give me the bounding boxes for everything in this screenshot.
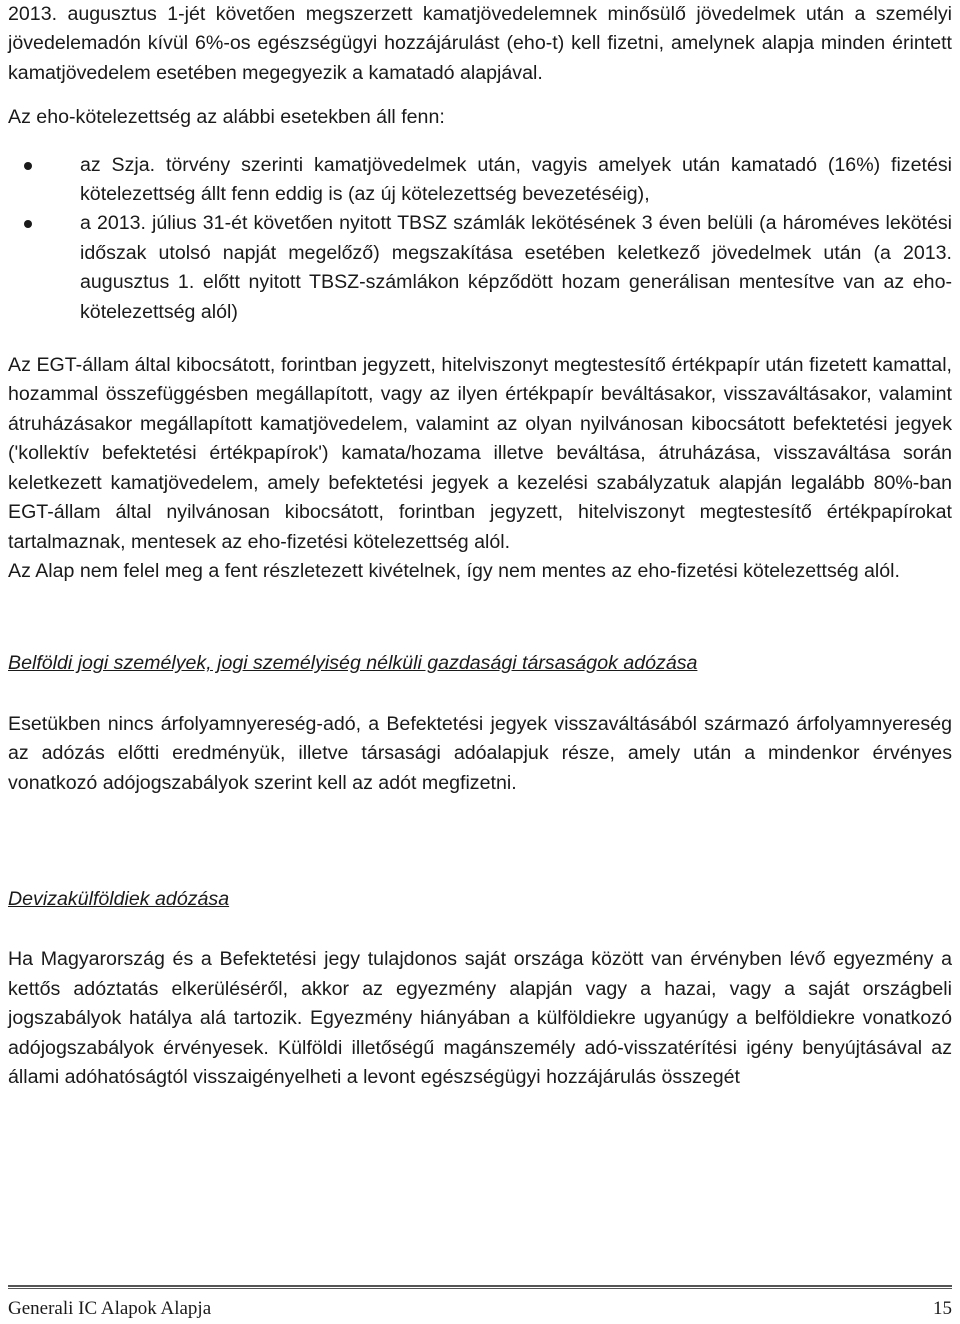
footer-title: Generali IC Alapok Alapja — [8, 1298, 212, 1319]
eho-bullet-list — [8, 151, 952, 327]
section-text-belfoldi: Esetükben nincs árfolyamnyereség-adó, a Befektetési jegyek visszaváltásából származó árfolyamnyereség az adózás előtti eredményük, illetve társasági adóalapjuk része, amely után a mindenkor érvényes vonatkozó adójogszabályok szerint kell az adót megfizetni. — [8, 712, 952, 794]
document-page — [8, 0, 952, 1092]
alap-paragraph: Az Alap nem felel meg a fent részletezett kivételnek, így nem mentes az eho-fizetési kötelezettség alól. — [8, 559, 900, 582]
eho-intro-paragraph: Az eho-kötelezettség az alábbi esetekben áll fenn: — [8, 106, 445, 129]
section-heading-deviza: Devizakülföldiek adózása — [8, 887, 230, 910]
section-heading-belfoldi: Belföldi jogi személyek, jogi személyiség nélküli gazdasági társaságok adózása — [8, 652, 698, 675]
footer-divider — [8, 1285, 952, 1289]
section-text-deviza: Ha Magyarország és a Befektetési jegy tulajdonos saját országa között van érvényben lévő egyezmény a kettős adóztatás elkerüléséről, akkor az egyezmény alapján vagy a hazai, vagy a saját országbeli jogszabályok hatálya alá tartozik. Egyezmény hiányában a külföldiekre ugyanúgy a belföldiekre vonatkozó adójogszabályok érvényesek. Külföldi illetőségű magánszemély adó-visszatérítési igény benyújtásával az állami adóhatóságtól visszaigényelheti a levont egészségügyi hozzájárulás összegét — [8, 948, 952, 1088]
bullet-item — [8, 209, 952, 327]
egt-paragraph: Az EGT-állam által kibocsátott, forintban jegyzett, hitelviszonyt megtestesítő értékpapír után fizetett kamattal, hozammal összefüggésben megállapított, vagy az ilyen értékpapír beváltásakor, visszaváltásakor, valamint átruházásakor megállapított kamatjövedelem, valamint az olyan nyilvánosan kibocsátott befektetési jegyek ('kollektív befektetési értékpapírok') kamata/hozama illetve beváltása, átruházása, visszaváltása során keletkezett kamatjövedelem, amely befektetési jegyek a kezelési szabályzatuk alapján legalább 80%-ban EGT-állam által nyilvánosan kibocsátott, forintban jegyzett, hitelviszonyt megtestesítő értékpapírokat tartalmaznak, mentesek az eho-fizetési kötelezettség alól. — [8, 354, 952, 553]
bullet-item — [8, 151, 952, 210]
bullet-icon — [24, 220, 32, 228]
bullet-icon — [24, 162, 32, 170]
page-number: 15 — [933, 1298, 952, 1319]
intro-paragraph: 2013. augusztus 1-jét követően megszerzett kamatjövedelemnek minősülő jövedelmek után a személyi jövedelemadón kívül 6%-os egészségügyi hozzájárulást (eho-t) kell fizetni, amelynek alapja minden érintett kamatjövedelem esetében megegyezik a kamatadó alapjával. — [8, 3, 952, 84]
bullet-text: a 2013. július 31-ét követően nyitott TBSZ számlák lekötésének 3 éven belüli (a hároméves lekötési időszak utolsó napját megelőző) megszakítása esetében keletkező jövedelmek után (a 2013. augusztus 1. előtt nyitott TBSZ-számlákon képződött hozam generálisan mentesítve van az eho-kötelezettség alól) — [80, 212, 952, 323]
bullet-text: az Szja. törvény szerinti kamatjövedelmek után, vagyis amelyek után kamatadó (16%) fizetési kötelezettség állt fenn eddig is (az új kötelezettség bevezetéséig), — [80, 153, 952, 206]
